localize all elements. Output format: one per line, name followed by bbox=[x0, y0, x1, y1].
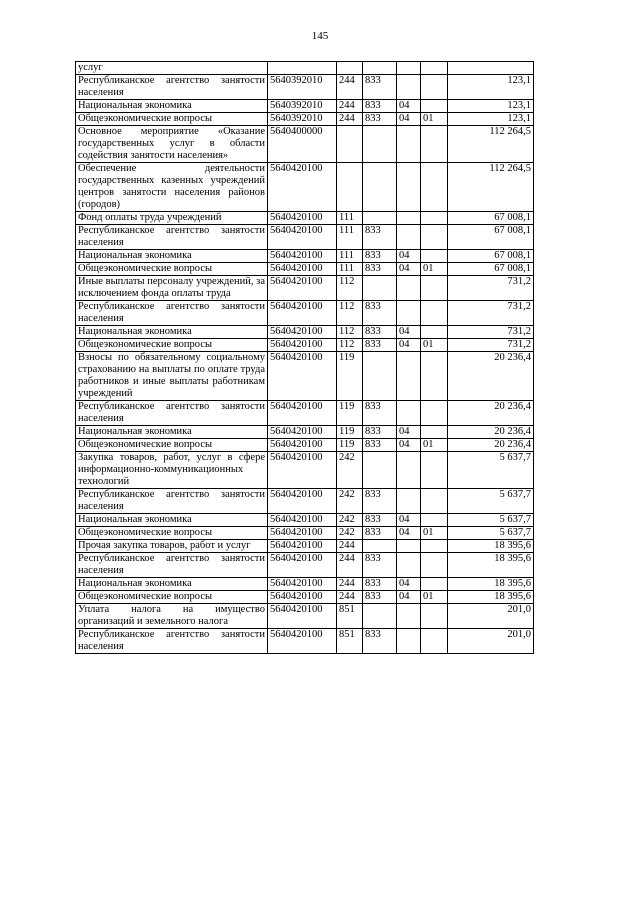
amount-cell: 20 236,4 bbox=[448, 401, 534, 426]
amount-cell: 731,2 bbox=[448, 339, 534, 352]
ministry-code-cell bbox=[363, 126, 397, 163]
ministry-code-cell: 833 bbox=[363, 439, 397, 452]
ministry-code-cell bbox=[363, 163, 397, 212]
target-article-code-cell: 5640420100 bbox=[268, 452, 337, 489]
section-code-cell bbox=[397, 126, 421, 163]
expense-type-code-cell: 244 bbox=[337, 591, 363, 604]
expense-type-code-cell: 244 bbox=[337, 75, 363, 100]
expense-type-code-cell: 851 bbox=[337, 604, 363, 629]
ministry-code-cell: 833 bbox=[363, 401, 397, 426]
section-code-cell bbox=[397, 301, 421, 326]
subsection-code-cell bbox=[421, 578, 448, 591]
section-code-cell bbox=[397, 276, 421, 301]
ministry-code-cell bbox=[363, 212, 397, 225]
section-code-cell: 04 bbox=[397, 250, 421, 263]
target-article-code-cell: 5640420100 bbox=[268, 629, 337, 654]
ministry-code-cell: 833 bbox=[363, 100, 397, 113]
expense-type-code-cell: 244 bbox=[337, 113, 363, 126]
row-name-cell: Республиканское агентство занятости населения bbox=[76, 553, 268, 578]
section-code-cell: 04 bbox=[397, 439, 421, 452]
target-article-code-cell: 5640420100 bbox=[268, 276, 337, 301]
row-name-cell: Республиканское агентство занятости населения bbox=[76, 401, 268, 426]
target-article-code-cell: 5640420100 bbox=[268, 212, 337, 225]
row-name-cell: Закупка товаров, работ, услуг в сфере информационно-коммуникационных технологий bbox=[76, 452, 268, 489]
table-row bbox=[76, 514, 534, 527]
section-code-cell: 04 bbox=[397, 578, 421, 591]
ministry-code-cell: 833 bbox=[363, 527, 397, 540]
section-code-cell bbox=[397, 75, 421, 100]
expense-type-code-cell: 112 bbox=[337, 339, 363, 352]
subsection-code-cell: 01 bbox=[421, 527, 448, 540]
table-row bbox=[76, 439, 534, 452]
amount-cell: 201,0 bbox=[448, 629, 534, 654]
section-code-cell: 04 bbox=[397, 426, 421, 439]
section-code-cell: 04 bbox=[397, 527, 421, 540]
table-row bbox=[76, 276, 534, 301]
subsection-code-cell bbox=[421, 225, 448, 250]
subsection-code-cell bbox=[421, 62, 448, 75]
amount-cell bbox=[448, 62, 534, 75]
table-row bbox=[76, 301, 534, 326]
target-article-code-cell: 5640420100 bbox=[268, 301, 337, 326]
ministry-code-cell: 833 bbox=[363, 489, 397, 514]
table-row bbox=[76, 75, 534, 100]
target-article-code-cell: 5640420100 bbox=[268, 225, 337, 250]
table-row bbox=[76, 489, 534, 514]
ministry-code-cell bbox=[363, 352, 397, 401]
subsection-code-cell bbox=[421, 553, 448, 578]
amount-cell: 5 637,7 bbox=[448, 452, 534, 489]
target-article-code-cell: 5640420100 bbox=[268, 401, 337, 426]
row-name-cell: Общеэкономические вопросы bbox=[76, 439, 268, 452]
amount-cell: 123,1 bbox=[448, 100, 534, 113]
amount-cell: 20 236,4 bbox=[448, 426, 534, 439]
target-article-code-cell bbox=[268, 62, 337, 75]
amount-cell: 67 008,1 bbox=[448, 225, 534, 250]
target-article-code-cell: 5640420100 bbox=[268, 326, 337, 339]
amount-cell: 67 008,1 bbox=[448, 250, 534, 263]
row-name-cell: Национальная экономика bbox=[76, 426, 268, 439]
amount-cell: 5 637,7 bbox=[448, 514, 534, 527]
target-article-code-cell: 5640420100 bbox=[268, 163, 337, 212]
subsection-code-cell bbox=[421, 426, 448, 439]
ministry-code-cell: 833 bbox=[363, 339, 397, 352]
expense-type-code-cell: 111 bbox=[337, 212, 363, 225]
target-article-code-cell: 5640420100 bbox=[268, 591, 337, 604]
amount-cell: 112 264,5 bbox=[448, 126, 534, 163]
expense-type-code-cell: 111 bbox=[337, 225, 363, 250]
ministry-code-cell: 833 bbox=[363, 113, 397, 126]
row-name-cell: Республиканское агентство занятости населения bbox=[76, 225, 268, 250]
ministry-code-cell: 833 bbox=[363, 591, 397, 604]
section-code-cell bbox=[397, 212, 421, 225]
subsection-code-cell bbox=[421, 75, 448, 100]
ministry-code-cell: 833 bbox=[363, 578, 397, 591]
expense-type-code-cell: 119 bbox=[337, 439, 363, 452]
expense-type-code-cell: 119 bbox=[337, 426, 363, 439]
amount-cell: 20 236,4 bbox=[448, 352, 534, 401]
target-article-code-cell: 5640420100 bbox=[268, 527, 337, 540]
target-article-code-cell: 5640400000 bbox=[268, 126, 337, 163]
row-name-cell: Республиканское агентство занятости населения bbox=[76, 489, 268, 514]
expense-type-code-cell bbox=[337, 163, 363, 212]
section-code-cell: 04 bbox=[397, 100, 421, 113]
table-row bbox=[76, 426, 534, 439]
expense-type-code-cell bbox=[337, 126, 363, 163]
amount-cell: 18 395,6 bbox=[448, 578, 534, 591]
subsection-code-cell bbox=[421, 514, 448, 527]
target-article-code-cell: 5640392010 bbox=[268, 100, 337, 113]
table-row bbox=[76, 212, 534, 225]
section-code-cell: 04 bbox=[397, 514, 421, 527]
row-name-cell: Национальная экономика bbox=[76, 100, 268, 113]
expense-type-code-cell: 242 bbox=[337, 452, 363, 489]
ministry-code-cell bbox=[363, 604, 397, 629]
expense-type-code-cell: 244 bbox=[337, 553, 363, 578]
table-row bbox=[76, 163, 534, 212]
subsection-code-cell bbox=[421, 604, 448, 629]
row-name-cell: Национальная экономика bbox=[76, 578, 268, 591]
row-name-cell: Уплата налога на имущество организаций и земельного налога bbox=[76, 604, 268, 629]
row-name-cell: Общеэкономические вопросы bbox=[76, 527, 268, 540]
budget-table bbox=[75, 61, 534, 654]
target-article-code-cell: 5640420100 bbox=[268, 263, 337, 276]
amount-cell: 123,1 bbox=[448, 113, 534, 126]
subsection-code-cell: 01 bbox=[421, 591, 448, 604]
section-code-cell bbox=[397, 163, 421, 212]
section-code-cell bbox=[397, 452, 421, 489]
expense-type-code-cell: 111 bbox=[337, 250, 363, 263]
table-row bbox=[76, 591, 534, 604]
target-article-code-cell: 5640420100 bbox=[268, 540, 337, 553]
subsection-code-cell bbox=[421, 126, 448, 163]
table-row bbox=[76, 401, 534, 426]
table-body bbox=[76, 62, 534, 654]
subsection-code-cell bbox=[421, 489, 448, 514]
subsection-code-cell bbox=[421, 352, 448, 401]
section-code-cell bbox=[397, 489, 421, 514]
subsection-code-cell: 01 bbox=[421, 113, 448, 126]
row-name-cell: Республиканское агентство занятости населения bbox=[76, 75, 268, 100]
ministry-code-cell bbox=[363, 452, 397, 489]
ministry-code-cell bbox=[363, 276, 397, 301]
target-article-code-cell: 5640392010 bbox=[268, 75, 337, 100]
expense-type-code-cell: 851 bbox=[337, 629, 363, 654]
expense-type-code-cell: 242 bbox=[337, 514, 363, 527]
amount-cell: 731,2 bbox=[448, 276, 534, 301]
table-row bbox=[76, 263, 534, 276]
amount-cell: 123,1 bbox=[448, 75, 534, 100]
subsection-code-cell bbox=[421, 540, 448, 553]
row-name-cell: Основное мероприятие «Оказание государственных услуг в области содействия занятости населения» bbox=[76, 126, 268, 163]
subsection-code-cell bbox=[421, 301, 448, 326]
expense-type-code-cell: 119 bbox=[337, 352, 363, 401]
table-row bbox=[76, 126, 534, 163]
section-code-cell: 04 bbox=[397, 339, 421, 352]
subsection-code-cell: 01 bbox=[421, 439, 448, 452]
target-article-code-cell: 5640420100 bbox=[268, 578, 337, 591]
amount-cell: 18 395,6 bbox=[448, 591, 534, 604]
row-name-cell: Прочая закупка товаров, работ и услуг bbox=[76, 540, 268, 553]
amount-cell: 67 008,1 bbox=[448, 212, 534, 225]
section-code-cell: 04 bbox=[397, 326, 421, 339]
expense-type-code-cell: 244 bbox=[337, 578, 363, 591]
ministry-code-cell: 833 bbox=[363, 301, 397, 326]
ministry-code-cell bbox=[363, 62, 397, 75]
amount-cell: 731,2 bbox=[448, 301, 534, 326]
target-article-code-cell: 5640420100 bbox=[268, 339, 337, 352]
table-row bbox=[76, 326, 534, 339]
amount-cell: 112 264,5 bbox=[448, 163, 534, 212]
ministry-code-cell: 833 bbox=[363, 426, 397, 439]
row-name-cell: Фонд оплаты труда учреждений bbox=[76, 212, 268, 225]
subsection-code-cell bbox=[421, 212, 448, 225]
ministry-code-cell: 833 bbox=[363, 629, 397, 654]
row-name-cell: Общеэкономические вопросы bbox=[76, 591, 268, 604]
ministry-code-cell: 833 bbox=[363, 326, 397, 339]
row-name-cell: Национальная экономика bbox=[76, 326, 268, 339]
table-row bbox=[76, 100, 534, 113]
row-name-cell: Республиканское агентство занятости населения bbox=[76, 301, 268, 326]
table-row bbox=[76, 225, 534, 250]
section-code-cell: 04 bbox=[397, 113, 421, 126]
target-article-code-cell: 5640392010 bbox=[268, 113, 337, 126]
row-name-cell: Общеэкономические вопросы bbox=[76, 263, 268, 276]
table-row bbox=[76, 62, 534, 75]
row-name-cell: Национальная экономика bbox=[76, 514, 268, 527]
section-code-cell: 04 bbox=[397, 263, 421, 276]
expense-type-code-cell: 112 bbox=[337, 276, 363, 301]
expense-type-code-cell: 112 bbox=[337, 301, 363, 326]
subsection-code-cell: 01 bbox=[421, 263, 448, 276]
target-article-code-cell: 5640420100 bbox=[268, 514, 337, 527]
table-row bbox=[76, 352, 534, 401]
table-row bbox=[76, 553, 534, 578]
subsection-code-cell bbox=[421, 250, 448, 263]
ministry-code-cell: 833 bbox=[363, 225, 397, 250]
section-code-cell: 04 bbox=[397, 591, 421, 604]
expense-type-code-cell: 244 bbox=[337, 100, 363, 113]
row-name-cell: Национальная экономика bbox=[76, 250, 268, 263]
expense-type-code-cell: 242 bbox=[337, 489, 363, 514]
table-row bbox=[76, 113, 534, 126]
subsection-code-cell: 01 bbox=[421, 339, 448, 352]
ministry-code-cell bbox=[363, 540, 397, 553]
ministry-code-cell: 833 bbox=[363, 553, 397, 578]
target-article-code-cell: 5640420100 bbox=[268, 250, 337, 263]
row-name-cell: Республиканское агентство занятости населения bbox=[76, 629, 268, 654]
expense-type-code-cell: 244 bbox=[337, 540, 363, 553]
subsection-code-cell bbox=[421, 276, 448, 301]
amount-cell: 731,2 bbox=[448, 326, 534, 339]
row-name-cell: услуг bbox=[76, 62, 268, 75]
row-name-cell: Взносы по обязательному социальному страхованию на выплаты по оплате труда работников и иные выплаты работникам учреждений bbox=[76, 352, 268, 401]
target-article-code-cell: 5640420100 bbox=[268, 439, 337, 452]
subsection-code-cell bbox=[421, 163, 448, 212]
row-name-cell: Общеэкономические вопросы bbox=[76, 113, 268, 126]
amount-cell: 67 008,1 bbox=[448, 263, 534, 276]
section-code-cell bbox=[397, 225, 421, 250]
amount-cell: 20 236,4 bbox=[448, 439, 534, 452]
table-row bbox=[76, 578, 534, 591]
target-article-code-cell: 5640420100 bbox=[268, 604, 337, 629]
expense-type-code-cell: 242 bbox=[337, 527, 363, 540]
subsection-code-cell bbox=[421, 401, 448, 426]
amount-cell: 5 637,7 bbox=[448, 489, 534, 514]
ministry-code-cell: 833 bbox=[363, 514, 397, 527]
section-code-cell bbox=[397, 629, 421, 654]
expense-type-code-cell: 112 bbox=[337, 326, 363, 339]
table-row bbox=[76, 527, 534, 540]
table-row bbox=[76, 629, 534, 654]
section-code-cell bbox=[397, 62, 421, 75]
target-article-code-cell: 5640420100 bbox=[268, 352, 337, 401]
table-row bbox=[76, 452, 534, 489]
subsection-code-cell bbox=[421, 629, 448, 654]
section-code-cell bbox=[397, 604, 421, 629]
row-name-cell: Иные выплаты персоналу учреждений, за исключением фонда оплаты труда bbox=[76, 276, 268, 301]
row-name-cell: Общеэкономические вопросы bbox=[76, 339, 268, 352]
expense-type-code-cell: 111 bbox=[337, 263, 363, 276]
table-row bbox=[76, 604, 534, 629]
target-article-code-cell: 5640420100 bbox=[268, 553, 337, 578]
target-article-code-cell: 5640420100 bbox=[268, 426, 337, 439]
ministry-code-cell: 833 bbox=[363, 75, 397, 100]
section-code-cell bbox=[397, 352, 421, 401]
amount-cell: 18 395,6 bbox=[448, 540, 534, 553]
section-code-cell bbox=[397, 553, 421, 578]
section-code-cell bbox=[397, 401, 421, 426]
ministry-code-cell: 833 bbox=[363, 250, 397, 263]
page-number: 145 bbox=[311, 30, 329, 42]
table-row bbox=[76, 339, 534, 352]
target-article-code-cell: 5640420100 bbox=[268, 489, 337, 514]
row-name-cell: Обеспечение деятельности государственных казенных учреждений центров занятости населения районов (городов) bbox=[76, 163, 268, 212]
subsection-code-cell bbox=[421, 326, 448, 339]
amount-cell: 201,0 bbox=[448, 604, 534, 629]
ministry-code-cell: 833 bbox=[363, 263, 397, 276]
amount-cell: 5 637,7 bbox=[448, 527, 534, 540]
section-code-cell bbox=[397, 540, 421, 553]
table-row bbox=[76, 250, 534, 263]
expense-type-code-cell: 119 bbox=[337, 401, 363, 426]
table-row bbox=[76, 540, 534, 553]
amount-cell: 18 395,6 bbox=[448, 553, 534, 578]
subsection-code-cell bbox=[421, 100, 448, 113]
expense-type-code-cell bbox=[337, 62, 363, 75]
subsection-code-cell bbox=[421, 452, 448, 489]
